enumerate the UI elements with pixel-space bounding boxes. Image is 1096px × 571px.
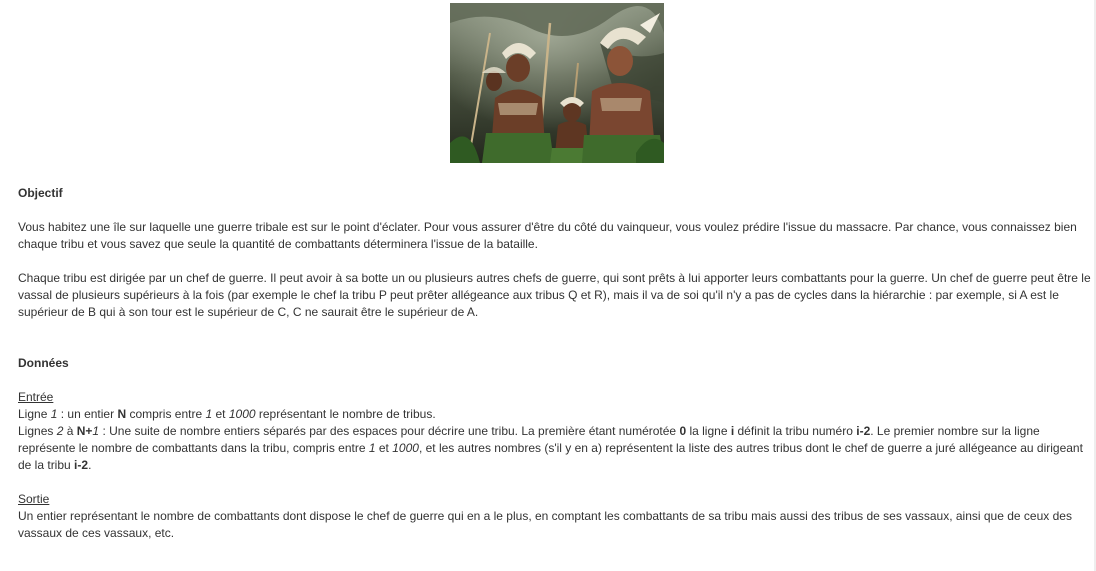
tribal-warriors-photo xyxy=(450,3,664,163)
donnees-heading: Données xyxy=(18,356,69,370)
entree-line-2: Lignes 2 à N+1 : Une suite de nombre entiers séparés par des espaces pour décrire une tribu. La première étant numérotée 0 la ligne i définit la tribu numéro i-2. Le premier nombre sur la ligne représente le nombre de combattants dans la tribu, compris entre 1 et 1000, et les autres nombres (s'il y en a) représentent la liste des autres tribus dont le chef de guerre a juré allégeance au dirigeant de la tribu i-2. xyxy=(18,424,1083,472)
objectif-p1-text: Vous habitez une île sur laquelle une guerre tribale est sur le point d'éclater. Pour vous assurer d'être du côté du vainqueur, vous voulez prédire l'issue du massacre. Par chance, vous connaissez bien chaque tribu et vous savez que seule la quantité de combattants déterminera l'issue de la bataille. xyxy=(18,220,1077,251)
objectif-paragraph-1 xyxy=(18,219,1092,253)
sortie-label: Sortie xyxy=(18,492,50,506)
sortie-text: Un entier représentant le nombre de combattants dont dispose le chef de guerre qui en a le plus, en comptant les combattants de sa tribu mais aussi des tribus de ses vassaux, ainsi que de ceux des vassaux de ces vassaux, etc. xyxy=(18,509,1072,540)
entree-line-1: Ligne 1 : un entier N compris entre 1 et 1000 représentant le nombre de tribus. xyxy=(18,407,436,421)
entree-section xyxy=(18,389,1092,474)
sortie-section xyxy=(18,491,1092,542)
objectif-paragraph-2 xyxy=(18,270,1092,321)
objectif-heading: Objectif xyxy=(18,186,63,200)
entree-label: Entrée xyxy=(18,390,54,404)
objectif-p2-text: Chaque tribu est dirigée par un chef de guerre. Il peut avoir à sa botte un ou plusieurs autres chefs de guerre, qui sont prêts à lui apporter leurs combattants pour la guerre. Un chef de guerre peut être le vassal de plusieurs supérieurs à la fois (par exemple le chef la tribu P peut prêter allégeance aux tribus Q et R), mais il va de soi qu'il n'y a pas de cycles dans la hiérarchie : par exemple, si A est le supérieur de B qui à son tour est le supérieur de C, C ne saurait être le supérieur de A. xyxy=(18,271,1091,319)
photo-illustration xyxy=(450,3,664,163)
